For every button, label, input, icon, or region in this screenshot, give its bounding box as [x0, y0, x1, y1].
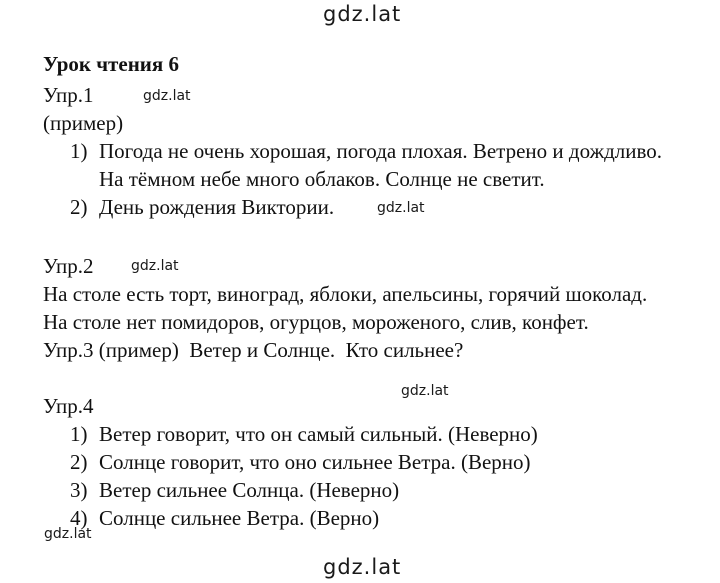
- list-item-number: 2): [70, 450, 88, 474]
- list-item-text: Ветер сильнее Солнца. (Неверно): [99, 478, 400, 502]
- list-item-number: 3): [70, 478, 88, 502]
- watermark: gdz.lat: [401, 383, 449, 399]
- list-item-text: День рождения Виктории.: [99, 195, 335, 219]
- list-item-text: Солнце говорит, что оно сильнее Ветра. (Верно): [99, 450, 531, 474]
- list-item-number: 2): [70, 195, 88, 219]
- watermark: gdz.lat: [143, 88, 191, 104]
- watermark: gdz.lat: [44, 526, 92, 542]
- watermark: gdz.lat: [377, 200, 425, 216]
- exercise-2-line: На столе нет помидоров, огурцов, мороженого, слив, конфет.: [43, 310, 589, 334]
- watermark-bottom: gdz.lat: [323, 555, 402, 579]
- list-item-number: 4): [70, 506, 88, 530]
- list-item-text: На тёмном небе много облаков. Солнце не светит.: [99, 167, 545, 191]
- exercise-4-label: Упр.4: [43, 394, 94, 418]
- watermark-top: gdz.lat: [323, 2, 402, 26]
- list-item-number: 1): [70, 422, 88, 446]
- list-item-number: 1): [70, 139, 88, 163]
- watermark: gdz.lat: [131, 258, 179, 274]
- exercise-3-line: Упр.3 (пример) Ветер и Солнце. Кто сильнее?: [43, 338, 464, 362]
- exercise-2-label: Упр.2: [43, 254, 94, 278]
- list-item-text: Ветер говорит, что он самый сильный. (Неверно): [99, 422, 538, 446]
- list-item-text: Солнце сильнее Ветра. (Верно): [99, 506, 380, 530]
- exercise-2-line: На столе есть торт, виноград, яблоки, апельсины, горячий шоколад.: [43, 282, 648, 306]
- exercise-1-note: (пример): [43, 111, 124, 135]
- exercise-1-label: Упр.1: [43, 83, 94, 107]
- lesson-title: Урок чтения 6: [43, 52, 180, 76]
- list-item-text: Погода не очень хорошая, погода плохая. Ветрено и дождливо.: [99, 139, 663, 163]
